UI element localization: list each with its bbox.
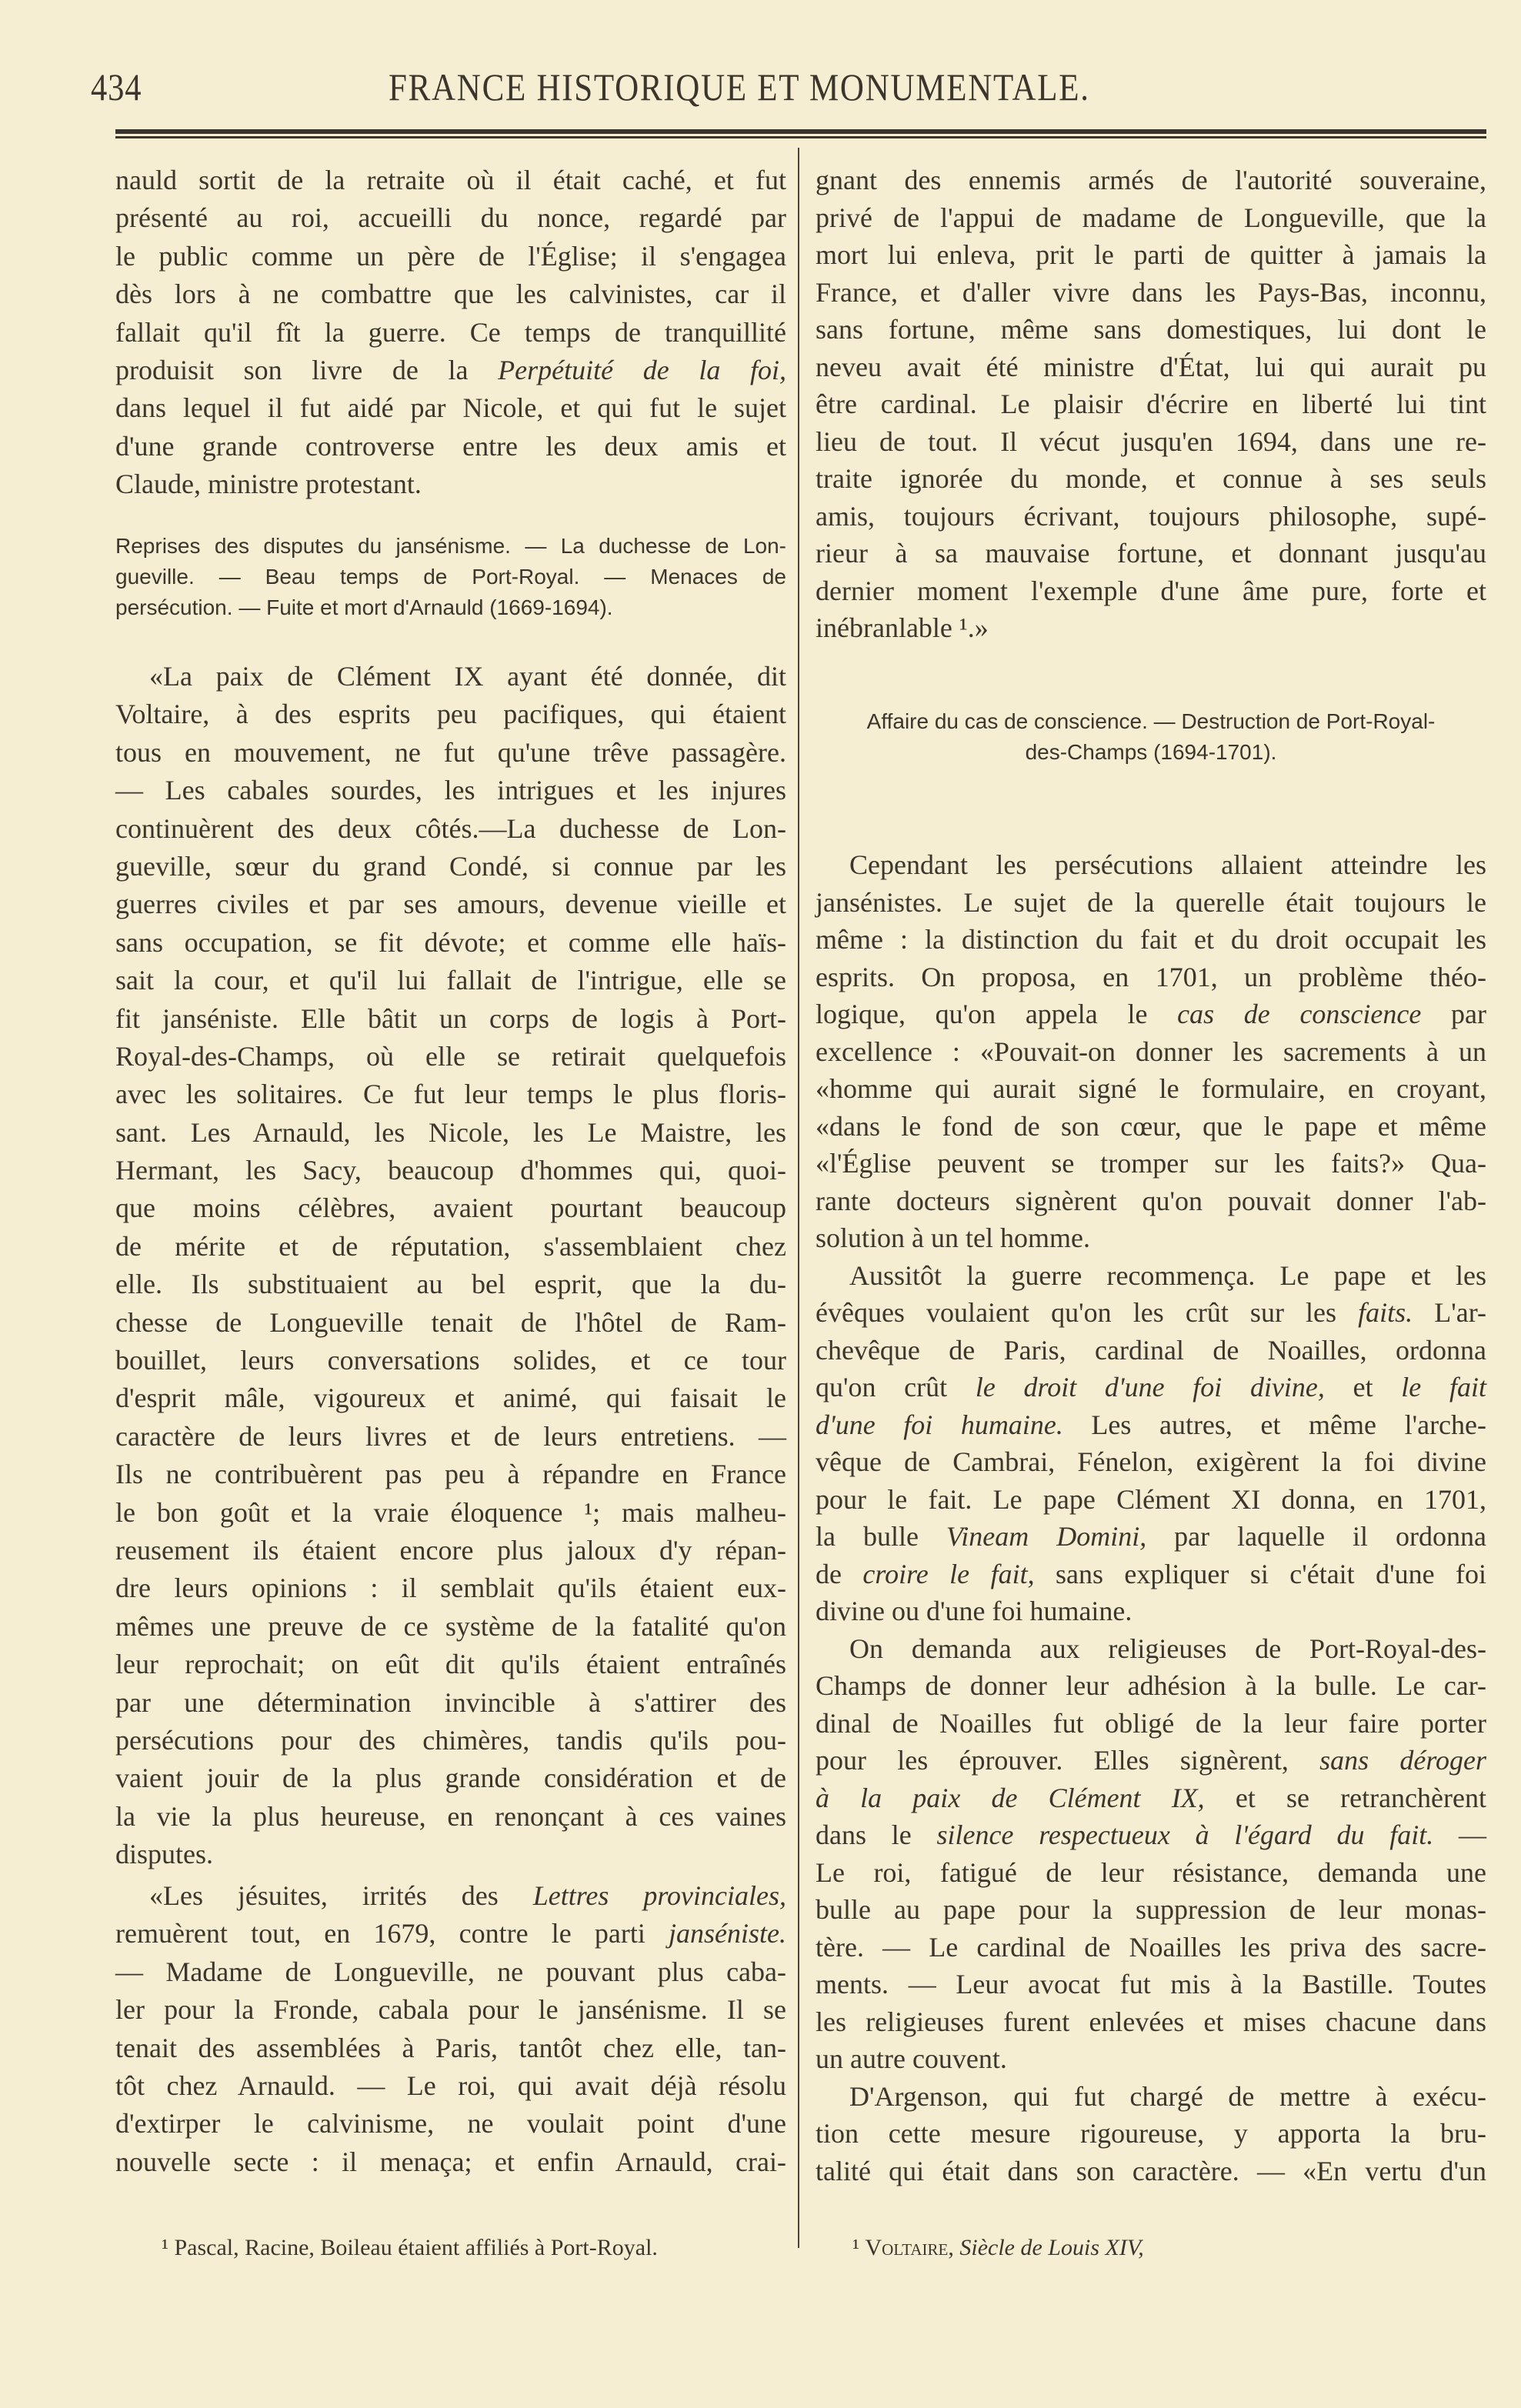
text-line: tère. — Le cardinal de Noailles les priva des sacre- — [816, 1931, 1486, 1963]
text-line: «homme qui aurait signé le formulaire, en croyant, — [816, 1073, 1486, 1104]
text-line: traite ignorée du monde, et connue à ses seuls — [816, 463, 1486, 494]
text-line: dernier moment l'exemple d'une âme pure, forte et — [816, 575, 1486, 606]
text-line — [816, 996, 1486, 1033]
text-run: et — [1324, 1372, 1402, 1402]
text-line: bouillet, leurs conversations solides, et ce tour — [115, 1345, 786, 1376]
text-line: divine ou d'une foi humaine. — [816, 1596, 1132, 1626]
text-line: présenté au roi, accueilli du nonce, regardé par — [115, 202, 786, 234]
text-line — [816, 1816, 1486, 1854]
text-line — [816, 1369, 1486, 1406]
text-run: , — [948, 2235, 960, 2260]
text-line: excellence : «Pouvait-on donner les sacrements à un — [816, 1036, 1486, 1067]
text-line: «La paix de Clément IX ayant été donnée, dit — [149, 661, 786, 692]
paragraph — [816, 1257, 1486, 1630]
text-run: «Les jésuites, irrités des — [149, 1880, 533, 1911]
paragraph — [816, 1630, 1486, 2078]
text-line: caractère de leurs livres et de leurs entretiens. — — [115, 1420, 786, 1452]
paragraph — [115, 1877, 786, 2181]
text-line: dre leurs opinions : il semblait qu'ils étaient eux- — [115, 1573, 786, 1604]
text-line: Royal-des-Champs, où elle se retirait quelquefois — [115, 1040, 786, 1072]
text-line: dans lequel il fut aidé par Nicole, et qui fut le sujet — [115, 392, 786, 424]
text-run: la bulle — [816, 1521, 946, 1552]
text-line: le bon goût et la vraie éloquence ¹; mais malheu- — [115, 1496, 786, 1528]
text-line: chesse de Longueville tenait de l'hôtel de Ram- — [115, 1306, 786, 1338]
text-line: ler pour la Fronde, cabala pour le jansénisme. Il se — [115, 1994, 786, 2026]
text-line: vêque de Cambrai, Fénelon, exigèrent la foi divine — [816, 1446, 1486, 1477]
text-line: un autre couvent. — [816, 2043, 1007, 2074]
text-run: évêques voulaient qu'on les crût sur les — [816, 1297, 1359, 1328]
text-run: ¹ — [852, 2235, 866, 2260]
text-line: Claude, ministre protestant. — [115, 469, 422, 500]
text-line: inébranlable ¹.» — [816, 612, 989, 643]
text-line: être cardinal. Le plaisir d'écrire en liberté lui tint — [816, 389, 1486, 419]
page-number: 434 — [91, 65, 142, 108]
text-line: privé de l'appui de madame de Longueville, que la — [816, 202, 1486, 233]
paragraph — [816, 162, 1486, 647]
text-line: mêmes une preuve de ce système de la fatalité qu'on — [115, 1610, 786, 1642]
text-run: sans expliquer si c'était d'une foi — [1034, 1558, 1487, 1589]
text-run: — — [1433, 1819, 1487, 1850]
footnote-right — [852, 2235, 1144, 2261]
paragraph — [115, 162, 786, 504]
text-line: Affaire du cas de conscience. — Destruction de Port-Royal- — [866, 709, 1436, 733]
text-run: Perpétuité de la foi, — [498, 354, 786, 385]
text-line: par une détermination invincible à s'attirer des — [115, 1686, 786, 1718]
text-line — [816, 1294, 1486, 1332]
text-run: Siècle de Louis XIV, — [959, 2235, 1144, 2260]
text-line: amis, toujours écrivant, toujours philosophe, supé- — [816, 500, 1486, 532]
text-line: bulle au pape pour la suppression de leur monas- — [816, 1894, 1486, 1925]
header-rule — [115, 129, 1486, 140]
text-run: produisit son livre de la — [115, 354, 499, 385]
section-heading — [816, 706, 1486, 768]
text-line: les religieuses furent enlevées et mises chacune dans — [816, 2006, 1486, 2037]
text-run: ¹ Pascal, Racine, Boileau étaient affiliés à Port-Royal. — [162, 2235, 658, 2260]
text-line: gnant des ennemis armés de l'autorité souveraine, — [816, 165, 1486, 195]
footnote-left — [162, 2235, 658, 2261]
text-line: sans fortune, même sans domestiques, lui dont le — [816, 314, 1486, 345]
text-line — [816, 1779, 1486, 1817]
text-line: — Madame de Longueville, ne pouvant plus caba- — [115, 1956, 786, 1987]
text-line: lieu de tout. Il vécut jusqu'en 1694, dans une re- — [816, 425, 1486, 457]
text-line: d'esprit mâle, vigoureux et animé, qui faisait le — [115, 1382, 786, 1414]
text-line: mort lui enleva, prit le parti de quitter à jamais la — [816, 239, 1486, 270]
text-line: dinal de Noailles fut obligé de la leur faire porter — [816, 1707, 1486, 1739]
text-line: Le roi, fatigué de leur résistance, demanda une — [816, 1856, 1486, 1888]
text-run: faits. — [1358, 1297, 1413, 1328]
column-divider — [798, 148, 799, 2248]
text-line: sait la cour, et qu'il lui fallait de l'intrigue, elle se — [115, 965, 786, 996]
text-line: sans occupation, se fit dévote; et comme elle haïs- — [115, 926, 786, 958]
text-run: Voltaire — [865, 2235, 949, 2260]
text-run: par laquelle il ordonna — [1146, 1521, 1486, 1552]
text-line: des-Champs (1694-1701). — [1025, 740, 1277, 764]
text-line: tion cette mesure rigoureuse, y apporta la bru- — [816, 2118, 1486, 2149]
text-run: Vineam Domini, — [946, 1521, 1147, 1552]
text-line — [816, 1556, 1486, 1593]
text-line — [115, 352, 786, 389]
text-line: «l'Église peuvent se tromper sur les faits?» Qua- — [816, 1148, 1486, 1179]
text-run: logique, qu'on appela le — [816, 999, 1178, 1029]
text-run: le droit d'une foi divine, — [975, 1372, 1325, 1402]
text-run: croire le fait, — [862, 1558, 1035, 1589]
text-line: ments. — Leur avocat fut mis à la Bastille. Toutes — [816, 1969, 1486, 1999]
text-line: On demanda aux religieuses de Port-Royal-des- — [849, 1633, 1486, 1664]
text-run: sans déroger — [1319, 1745, 1486, 1776]
text-line: fallait qu'il fît la guerre. Ce temps de tranquillité — [115, 316, 786, 348]
text-run: et se retranchèrent — [1204, 1782, 1486, 1813]
text-run: dans le — [816, 1819, 937, 1850]
text-line: solution à un tel homme. — [816, 1222, 1090, 1253]
paragraph — [115, 658, 786, 1874]
text-line: avec les solitaires. Ce fut leur temps le plus floris- — [115, 1079, 786, 1110]
text-run: Les autres, et même l'arche- — [1062, 1409, 1486, 1440]
text-line: nouvelle secte : il menaça; et enfin Arnauld, crai- — [115, 2146, 786, 2177]
text-line: jansénistes. Le sujet de la querelle était toujours le — [816, 886, 1486, 918]
text-line — [816, 1742, 1486, 1779]
text-line: disputes. — [115, 1839, 214, 1870]
text-line: d'une grande controverse entre les deux amis et — [115, 430, 786, 462]
text-line: la vie la plus heureuse, en renonçant à ces vaines — [115, 1800, 786, 1832]
text-line: nauld sortit de la retraite où il était caché, et fut — [115, 165, 786, 195]
running-title: FRANCE HISTORIQUE ET MONUMENTALE. — [389, 65, 1090, 108]
text-run: janséniste. — [669, 1918, 786, 1949]
text-line: D'Argenson, qui fut chargé de mettre à exécu- — [849, 2080, 1486, 2112]
text-line — [816, 1406, 1486, 1444]
text-run: silence respectueux à l'égard du fait. — [936, 1819, 1434, 1850]
text-line: «dans le fond de son cœur, que le pape et même — [816, 1110, 1486, 1142]
text-line: guerres civiles et par ses amours, devenue vieille et — [115, 889, 786, 920]
text-line: esprits. On proposa, en 1701, un problème théo- — [816, 961, 1486, 992]
text-line: pour le fait. Le pape Clément XI donna, en 1701, — [816, 1483, 1486, 1515]
text-line: de mérite et de réputation, s'assemblaient chez — [115, 1230, 786, 1262]
text-line: Ils ne contribuèrent pas peu à répandre en France — [115, 1459, 786, 1490]
text-line: Reprises des disputes du jansénisme. — La duchesse de Lon- — [115, 534, 786, 558]
text-run: qu'on crût — [816, 1372, 976, 1402]
text-line: rieur à sa mauvaise fortune, et donnant jusqu'au — [816, 538, 1486, 569]
text-line: vaient jouir de la plus grande considération et de — [115, 1763, 786, 1794]
text-line: sant. Les Arnauld, les Nicole, les Le Maistre, les — [115, 1116, 786, 1148]
text-line — [115, 1915, 786, 1953]
text-run: d'une foi humaine. — [816, 1409, 1063, 1440]
text-line: talité qui était dans son caractère. — «En vertu d'un — [816, 2155, 1486, 2186]
text-run: cas de conscience — [1177, 999, 1422, 1029]
text-run: le fait — [1401, 1372, 1486, 1402]
text-line: gueville, sœur du grand Condé, si connue par les — [115, 850, 786, 882]
text-run: pour les éprouver. Elles signèrent, — [816, 1745, 1320, 1776]
text-line: tenait des assemblées à Paris, tantôt chez elle, tan- — [115, 2032, 786, 2063]
text-run: remuèrent tout, en 1679, contre le parti — [115, 1918, 669, 1949]
text-line: Hermant, les Sacy, beaucoup d'hommes qui, quoi- — [115, 1155, 786, 1186]
text-line: Champs de donner leur adhésion à la bulle. Le car- — [816, 1670, 1486, 1701]
text-line — [115, 1877, 786, 1915]
text-line: persécutions pour des chimères, tandis qu'ils pou- — [115, 1724, 786, 1756]
text-line: Cependant les persécutions allaient atteindre les — [849, 849, 1486, 880]
text-line: fit janséniste. Elle bâtit un corps de logis à Port- — [115, 1002, 786, 1034]
paragraph — [816, 846, 1486, 1257]
text-line: chevêque de Paris, cardinal de Noailles, ordonna — [816, 1334, 1486, 1366]
text-line: que moins célèbres, avaient pourtant beaucoup — [115, 1192, 786, 1224]
text-line: d'extirper le calvinisme, ne voulait point d'une — [115, 2108, 786, 2140]
text-run: Lettres provinciales, — [532, 1880, 786, 1911]
text-line: Aussitôt la guerre recommença. Le pape et les — [849, 1259, 1486, 1291]
section-heading — [115, 531, 786, 623]
text-line: gueville. — Beau temps de Port-Royal. — Menaces de — [115, 565, 786, 589]
text-run: par — [1421, 999, 1487, 1029]
text-run: L'ar- — [1413, 1297, 1486, 1328]
paragraph — [816, 2078, 1486, 2190]
text-line: — Les cabales sourdes, les intrigues et les injures — [115, 775, 786, 806]
text-line: neveu avait été ministre d'État, lui qui aurait pu — [816, 351, 1486, 382]
text-run: de — [816, 1558, 863, 1589]
text-line: leur reprochait; on eût dit qu'ils étaient entraînés — [115, 1649, 786, 1680]
text-line: rante docteurs signèrent qu'on pouvait donner l'ab- — [816, 1185, 1486, 1216]
text-line: tôt chez Arnauld. — Le roi, qui avait déjà résolu — [115, 2069, 786, 2101]
text-line: elle. Ils substituaient au bel esprit, que la du- — [115, 1269, 786, 1300]
text-run: à la paix de Clément IX, — [816, 1782, 1205, 1813]
text-line: Voltaire, à des esprits peu pacifiques, qui étaient — [115, 699, 786, 730]
text-line: le public comme un père de l'Église; il s'engagea — [115, 240, 786, 272]
text-line — [816, 1518, 1486, 1556]
text-line: dès lors à ne combattre que les calvinistes, car il — [115, 278, 786, 310]
text-line: même : la distinction du fait et du droit occupait les — [816, 924, 1486, 955]
text-line: France, et d'aller vivre dans les Pays-Bas, inconnu, — [816, 276, 1486, 308]
text-line: tous en mouvement, ne fut qu'une trêve passagère. — [115, 736, 786, 768]
text-line: reusement ils étaient encore plus jaloux d'y répan- — [115, 1534, 786, 1566]
text-line: continuèrent des deux côtés.—La duchesse de Lon- — [115, 812, 786, 844]
text-line: persécution. — Fuite et mort d'Arnauld (1669-1694). — [115, 595, 613, 619]
